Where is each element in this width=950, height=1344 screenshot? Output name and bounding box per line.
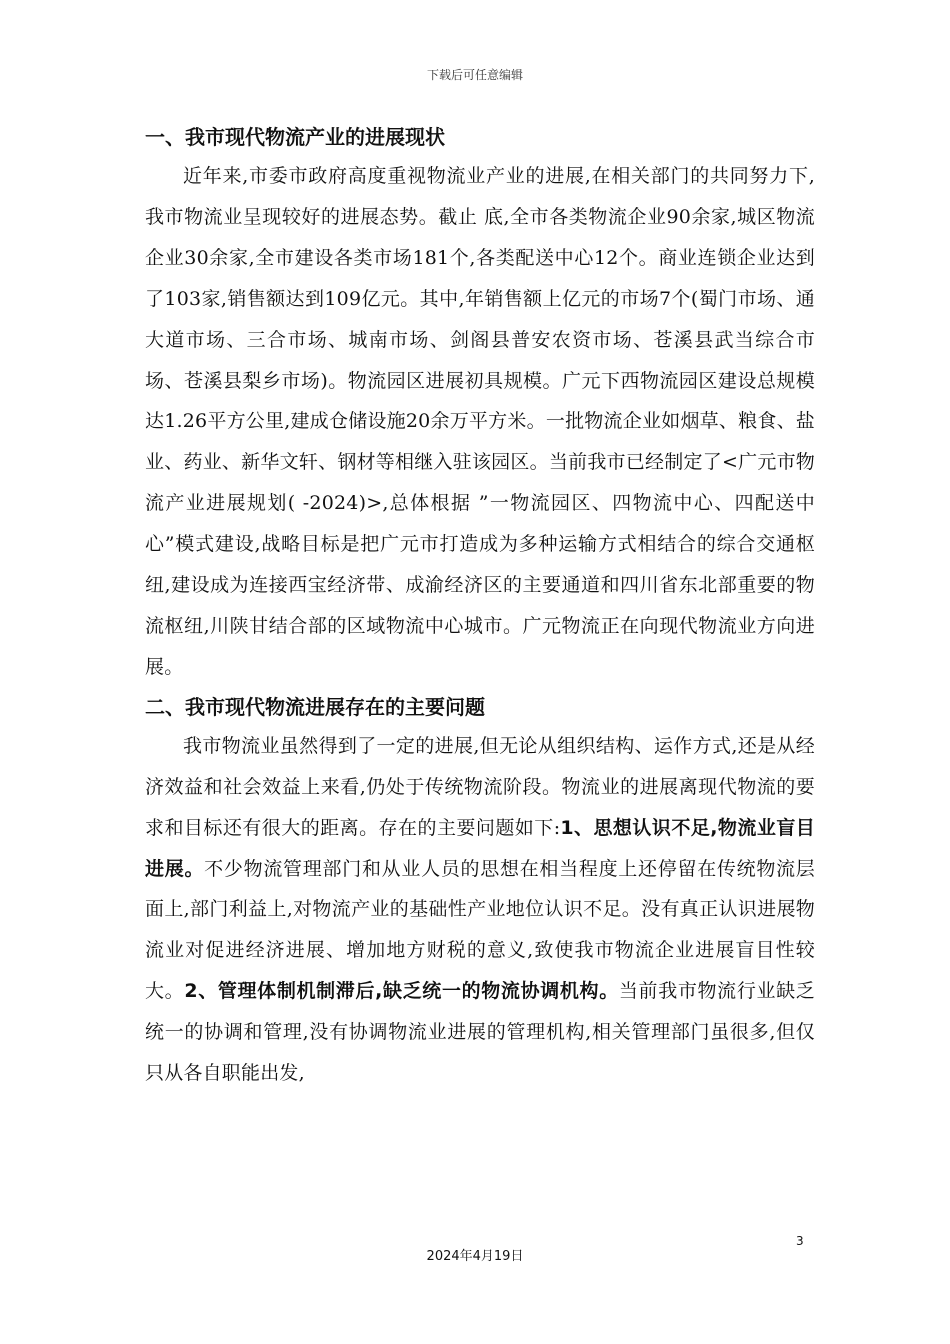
section-2-intro: 我市物流业虽然得到了一定的进展,但无论从组织结构、运作方式,还是从经济效益和社会效益上来看,仍处于传统物流阶段。物流业的进展离现代物流的要求和目标还有很大的距离。存在的主要问题如下: [145,734,815,839]
section-1-paragraph: 近年来,市委市政府高度重视物流业产业的进展,在相关部门的共同努力下,我市物流业呈现较好的进展态势。截止 底,全市各类物流企业90余家,城区物流企业30余家,全市建设各类市场181个,各类配送中心12个。商业连锁企业达到了103家,销售额达到109亿元。其中,年销售额上亿元的市场7个(蜀门市场、通大道市场、三合市场、城南市场、剑阁县普安农资市场、苍溪县武当综合市场、苍溪县梨乡市场)。物流园区进展初具规模。广元下西物流园区建设总规模达1.26平方公里,建成仓储设施20余万平方米。一批物流企业如烟草、粮食、盐业、药业、新华文轩、钢材等相继入驻该园区。当前我市已经制定了<广元市物流产业进展规划( -2024)>,总体根据 ”一物流园区、四物流中心、四配送中心”模式建设,战略目标是把广元市打造成为多种运输方式相结合的综合交通枢纽,建设成为连接西宝经济带、成渝经济区的主要通道和四川省东北部重要的物流枢纽,川陕甘结合部的区域物流中心城市。广元物流正在向现代物流业方向进展。 [145,165,816,678]
problem-1-text: 不少物流管理部门和从业人员的思想在相当程度上还停留在传统物流层面上,部门利益上,对物流产业的基础性产业地位认识不足。没有真正认识进展物流业对促进经济进展、增加地方财税的意义,致使我市物流企业进展盲目性较大。 [145,857,815,1003]
document-body [145,118,815,1094]
section-2-paragraph [145,726,815,1094]
section-1-title: 一、我市现代物流产业的进展现状 [145,125,445,149]
page-header: 下载后可任意编辑 [426,68,523,82]
section-2-title: 二、我市现代物流进展存在的主要问题 [145,694,485,719]
problem-2-text: 当前我市物流行业缺乏统一的协调和管理,没有协调物流业进展的管理机构,相关管理部门虽很多,但仅只从各自职能出发, [145,980,815,1085]
problem-2-heading: 2、管理体制机制滞后,缺乏统一的物流协调机构。 [184,980,619,1003]
problem-1-heading: 1、思想认识不足,物流业盲目进展。 [145,816,815,880]
footer-date: 2024年4月19日 [426,1249,524,1264]
page-number: 3 [796,1234,804,1248]
